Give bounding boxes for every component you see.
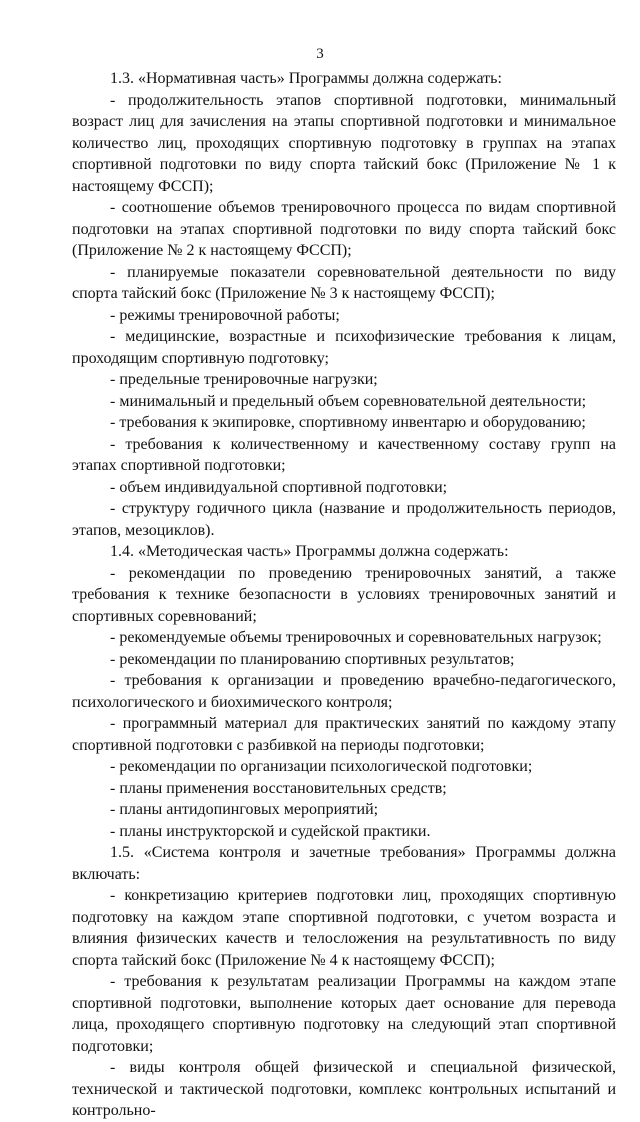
list-item: - рекомендации по организации психологической подготовки; xyxy=(110,758,533,775)
list-item: - планируемые показатели соревновательной деятельности по виду спорта тайский бокс (Приложение № 3 к настоящему ФССП); xyxy=(72,263,616,302)
list-item: - планы антидопинговых мероприятий; xyxy=(110,801,379,818)
section-heading-1-3: 1.3. «Нормативная часть» Программы должна содержать: xyxy=(110,70,502,87)
list-item: - требования к результатам реализации Программы на каждом этапе спортивной подготовки, выполнение которых дает основание для перевода лица, проходящего спортивную подготовку на следующий этап спортивной подготовки; xyxy=(72,973,616,1055)
list-item: - продолжительность этапов спортивной подготовки, минимальный возраст лиц для зачисления на этапы спортивной подготовки и минимальное количество лиц, проходящих спортивную подготовку в группах на этапах спортивной подготовки по виду спорта тайский бокс (Приложение № 1 к настоящему ФССП); xyxy=(72,91,616,195)
list-item: - требования к экипировке, спортивному инвентарю и оборудованию; xyxy=(110,414,586,431)
list-item: - планы применения восстановительных средств; xyxy=(110,779,447,797)
page-number: 3 xyxy=(316,46,324,62)
list-item: - планы инструкторской и судейской практики. xyxy=(110,822,431,840)
list-item: - режимы тренировочной работы; xyxy=(110,306,340,324)
list-item: - структуру годичного цикла (название и продолжительность периодов, этапов, мезоциклов). xyxy=(72,500,616,539)
list-item: - программный материал для практических занятий по каждому этапу спортивной подготовки с разбивкой на периоды подготовки; xyxy=(72,715,616,754)
list-item: - конкретизацию критериев подготовки лиц, проходящих спортивную подготовку на каждом этапе спортивной подготовки, с учетом возраста и влияния физических качеств и телосложения на результативность по виду спорта тайский бокс (Приложение № 4 к настоящему ФССП); xyxy=(72,887,616,969)
list-item: - рекомендации по проведению тренировочных занятий, а также требования к технике безопасности в условиях тренировочных занятий и спортивных соревнований; xyxy=(72,564,616,625)
section-heading-1-4: 1.4. «Методическая часть» Программы должна содержать: xyxy=(110,543,509,560)
list-item: - рекомендации по планированию спортивных результатов; xyxy=(110,650,515,668)
list-item: - требования к количественному и качественному составу групп на этапах спортивной подготовки; xyxy=(72,435,616,474)
list-item: - предельные тренировочные нагрузки; xyxy=(110,371,378,388)
list-item: - виды контроля общей физической и специальной физической, технической и тактической подготовки, комплекс контрольных испытаний и контрольно- xyxy=(72,1059,616,1119)
list-item: - объем индивидуальной спортивной подготовки; xyxy=(110,478,448,496)
list-item: - минимальный и предельный объем соревновательной деятельности; xyxy=(110,392,587,410)
list-item: - соотношение объемов тренировочного процесса по видам спортивной подготовки на этапах спортивной подготовки по виду спорта тайский бокс (Приложение № 2 к настоящему ФССП); xyxy=(72,199,616,259)
document-body xyxy=(72,68,616,1122)
list-item: - медицинские, возрастные и психофизические требования к лицам, проходящим спортивную подготовку; xyxy=(72,328,616,367)
list-item: - рекомендуемые объемы тренировочных и соревновательных нагрузок; xyxy=(110,629,602,646)
section-heading-1-5: 1.5. «Система контроля и зачетные требования» Программы должна включать: xyxy=(72,844,616,883)
list-item: - требования к организации и проведению врачебно-педагогического, психологического и биохимического контроля; xyxy=(72,672,616,711)
